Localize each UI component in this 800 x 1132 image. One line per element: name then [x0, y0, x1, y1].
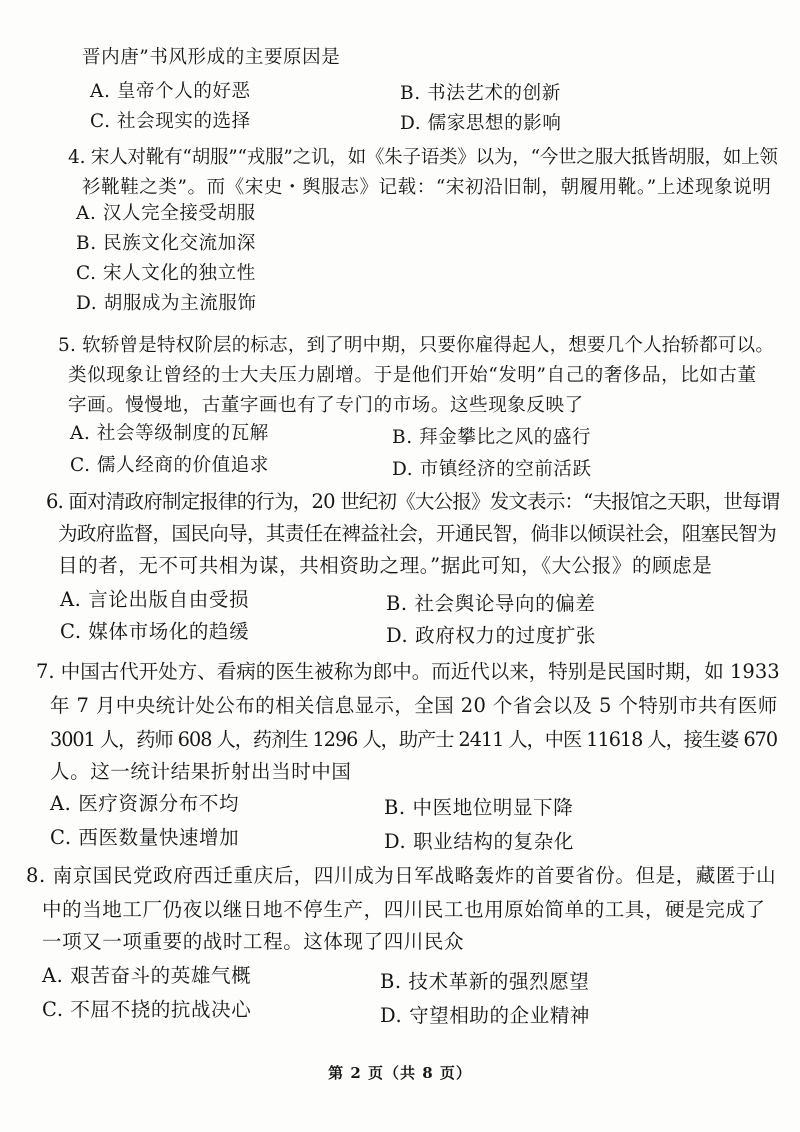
question-5-option-c: C. 儒人经商的价值追求 — [70, 455, 269, 476]
question-6-stem-line: 6. 面对清政府制定报律的行为，20 世纪初《大公报》发文表示：“夫报馆之天职，世每谓 — [46, 490, 780, 513]
question-7-stem-line: 7. 中国古代开处方、看病的医生被称为郎中。而近代以来，特别是民国时期，如 1933 — [36, 660, 780, 683]
question-7-stem-line: 人。这一统计结果折射出当时中国 — [50, 760, 352, 783]
question-4-option-b: B. 民族文化交流加深 — [76, 233, 256, 254]
question-8-option-d: D. 守望相助的企业精神 — [380, 1004, 591, 1027]
question-7-option-c: C. 西医数量快速增加 — [50, 826, 240, 849]
question-6-stem-line: 为政府监督，国民向导，其责任在裨益社会，开通民智，倘非以倾误社会，阻塞民智为 — [58, 522, 777, 545]
question-8-option-c: C. 不屈不挠的抗战决心 — [42, 998, 252, 1021]
question-8-option-b: B. 技术革新的强烈愿望 — [380, 970, 590, 993]
question-6-option-b: B. 社会舆论导向的偏差 — [386, 592, 596, 615]
question-4-option-c: C. 宋人文化的独立性 — [76, 263, 256, 284]
question-8-stem-line: 中的当地工厂仍夜以继日地不停生产，四川民工也用原始简单的工具，硬是完成了 — [42, 898, 766, 921]
question-4-option-a: A. 汉人完全接受胡服 — [76, 203, 256, 224]
question-8-stem-line: 一项又一项重要的战时工程。这体现了四川民众 — [42, 930, 465, 953]
question-5-stem-line: 字画。慢慢地，古董字画也有了专门的市场。这些现象反映了 — [68, 395, 584, 416]
question-3-option-d: D. 儒家思想的影响 — [400, 113, 562, 134]
question-5-stem-line: 类似现象让曾经的士大夫压力剧增。于是他们开始“发明”自己的奢侈品，比如古董 — [68, 365, 757, 386]
question-5-option-b: B. 拜金攀比之风的盛行 — [392, 427, 592, 448]
question-3-option-b: B. 书法艺术的创新 — [400, 83, 561, 104]
question-7-stem-line: 3001 人，药师 608 人，药剂生 1296 人，助产士 2411 人，中医 11618 人，接生婆 670 — [50, 728, 778, 751]
page-number-footer: 第 2 页（共 8 页） — [328, 1064, 472, 1082]
question-6-option-d: D. 政府权力的过度扩张 — [386, 624, 597, 647]
question-5-option-d: D. 市镇经济的空前活跃 — [392, 459, 592, 480]
question-4-stem-line: 4. 宋人对靴有“胡服”“戎服”之讥，如《朱子语类》以为，“今世之服大抵皆胡服，如上领 — [68, 147, 778, 168]
question-8-option-a: A. 艰苦奋斗的英雄气概 — [42, 964, 252, 987]
question-6-stem-line: 目的者，无不可共相为谋，共相资助之理。”据此可知，《大公报》的顾虑是 — [58, 554, 713, 577]
question-5-stem-line: 5. 软轿曾是特权阶层的标志，到了明中期，只要你雇得起人，想要几个人抬轿都可以。 — [58, 335, 775, 356]
question-3-option-c: C. 社会现实的选择 — [90, 111, 251, 132]
question-5-option-a: A. 社会等级制度的瓦解 — [70, 423, 269, 444]
question-4-stem-line: 衫靴鞋之类”。而《宋史・舆服志》记载：“宋初沿旧制，朝履用靴。”上述现象说明 — [82, 177, 772, 198]
question-6-option-a: A. 言论出版自由受损 — [60, 588, 250, 611]
question-3-option-a: A. 皇帝个人的好恶 — [90, 81, 251, 102]
question-7-option-d: D. 职业结构的复杂化 — [384, 830, 574, 853]
question-6-option-c: C. 媒体市场化的趋缓 — [60, 620, 250, 643]
question-7-option-b: B. 中医地位明显下降 — [384, 796, 574, 819]
question-8-stem-line: 8. 南京国民党政府西迁重庆后，四川成为日军战略轰炸的首要省份。但是，藏匿于山 — [26, 864, 777, 887]
question-4-option-d: D. 胡服成为主流服饰 — [76, 293, 257, 314]
question-7-stem-line: 年 7 月中央统计处公布的相关信息显示，全国 20 个省会以及 5 个特别市共有医师 — [50, 694, 778, 717]
question-7-option-a: A. 医疗资源分布不均 — [50, 792, 240, 815]
question-3-stem: 晋内唐”书风形成的主要原因是 — [82, 47, 341, 68]
